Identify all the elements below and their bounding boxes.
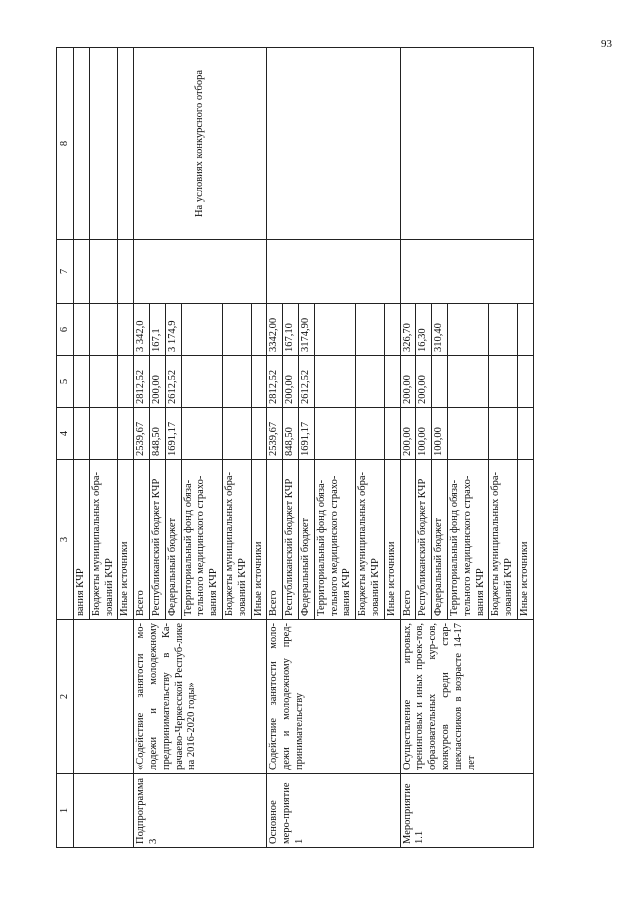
source-cell: Иные источники xyxy=(251,460,267,620)
table-row xyxy=(267,48,283,848)
table-row xyxy=(134,48,150,848)
column-number-row xyxy=(57,48,74,848)
label-cell: Подпрограмма 3 xyxy=(134,774,267,848)
column-number: 5 xyxy=(57,356,74,408)
value-cell: 16,30 xyxy=(416,304,432,356)
value-cell: 167,1 xyxy=(149,304,165,356)
source-cell: Бюджеты муниципальных обра-зований КЧР xyxy=(489,460,518,620)
value-cell: 3174,90 xyxy=(298,304,314,356)
value-cell: 326,70 xyxy=(400,304,416,356)
source-cell: Всего xyxy=(400,460,416,620)
value-cell: 3 342,0 xyxy=(134,304,150,356)
source-cell: Бюджеты муниципальных обра-зований КЧР xyxy=(222,460,251,620)
column-number: 6 xyxy=(57,304,74,356)
label-cell: Мероприятие 1.1 xyxy=(400,774,533,848)
value-cell: 2812,52 xyxy=(267,356,283,408)
name-cell xyxy=(74,620,134,774)
responsible-cell: На условиях конкурсного отбора xyxy=(134,48,267,240)
source-cell: Федеральный бюджет xyxy=(165,460,181,620)
source-cell: Иные источники xyxy=(118,460,134,620)
name-cell: «Содействие занятости мо-лодежи и молодежному предпринимательству в Ка-рачаево-Черкесской Респуб-лике на 2016-2020 годы» xyxy=(134,620,267,774)
source-cell: Бюджеты муниципальных обра-зований КЧР xyxy=(356,460,385,620)
value-cell: 1691,17 xyxy=(298,408,314,460)
value-cell: 310,40 xyxy=(432,304,448,356)
value-cell: 200,00 xyxy=(149,356,165,408)
source-cell: вания КЧР xyxy=(74,460,90,620)
value-cell: 2539,67 xyxy=(267,408,283,460)
source-cell: Всего xyxy=(134,460,150,620)
value-cell: 2539,67 xyxy=(134,408,150,460)
source-cell: Территориальный фонд обяза-тельного медицинского страхо-вания КЧР xyxy=(314,460,355,620)
name-cell: Осуществление игровых, тренинговых и иных проек-тов, образовательных кур-сов, конкурсов среди стар-шеклассников в возрасте 14-17 лет xyxy=(400,620,533,774)
source-cell: Территориальный фонд обяза-тельного медицинского страхо-вания КЧР xyxy=(181,460,222,620)
budget-table xyxy=(56,47,534,848)
value-cell: 2812,52 xyxy=(134,356,150,408)
value-cell: 3342,00 xyxy=(267,304,283,356)
column-number: 8 xyxy=(57,48,74,240)
source-cell: Республиканский бюджет КЧР xyxy=(283,460,299,620)
source-cell: Федеральный бюджет xyxy=(432,460,448,620)
name-cell: Содействие занятости моло-дежи и молодежному пред-принимательству xyxy=(267,620,400,774)
source-cell: Федеральный бюджет xyxy=(298,460,314,620)
value-cell: 200,00 xyxy=(283,356,299,408)
value-cell: 1691,17 xyxy=(165,408,181,460)
column-number: 4 xyxy=(57,408,74,460)
value-cell: 2612,52 xyxy=(165,356,181,408)
value-cell: 200,00 xyxy=(416,356,432,408)
value-cell: 3 174,9 xyxy=(165,304,181,356)
table-row xyxy=(400,48,416,848)
column-number: 7 xyxy=(57,240,74,304)
column-number: 1 xyxy=(57,774,74,848)
table-row xyxy=(74,48,90,848)
page-number: 93 xyxy=(601,38,612,50)
label-cell xyxy=(74,774,134,848)
source-cell: Иные источники xyxy=(384,460,400,620)
source-cell: Территориальный фонд обяза-тельного медицинского страхо-вания КЧР xyxy=(447,460,488,620)
value-cell xyxy=(432,356,448,408)
source-cell: Бюджеты муниципальных обра-зований КЧР xyxy=(89,460,118,620)
value-cell: 848,50 xyxy=(149,408,165,460)
source-cell: Иные источники xyxy=(517,460,533,620)
value-cell: 100,00 xyxy=(416,408,432,460)
column-number: 2 xyxy=(57,620,74,774)
rotated-page xyxy=(56,48,636,848)
source-cell: Всего xyxy=(267,460,283,620)
value-cell: 200,00 xyxy=(400,356,416,408)
column-number: 3 xyxy=(57,460,74,620)
label-cell: Основное меро-приятие 1 xyxy=(267,774,400,848)
source-cell: Республиканский бюджет КЧР xyxy=(416,460,432,620)
source-cell: Республиканский бюджет КЧР xyxy=(149,460,165,620)
value-cell: 167,10 xyxy=(283,304,299,356)
value-cell: 100,00 xyxy=(432,408,448,460)
value-cell: 200,00 xyxy=(400,408,416,460)
value-cell: 848,50 xyxy=(283,408,299,460)
value-cell: 2612,52 xyxy=(298,356,314,408)
